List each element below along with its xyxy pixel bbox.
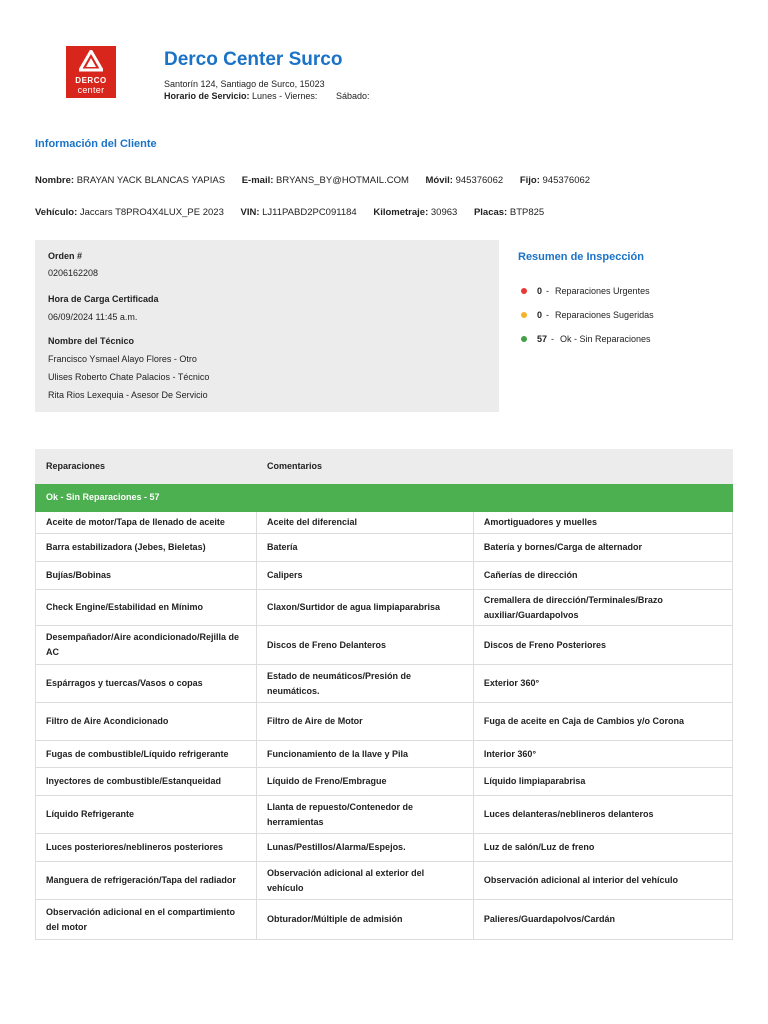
summary-suggested-count: 0	[537, 310, 543, 320]
vin-label: VIN:	[240, 207, 260, 218]
client-name: BRAYAN YACK BLANCAS YAPIAS	[76, 175, 226, 186]
table-cell: Cremallera de dirección/Terminales/Brazo auxiliar/Guardapolvos	[473, 590, 732, 626]
table-row	[36, 665, 733, 703]
hours-label: Horario de Servicio:	[164, 91, 250, 101]
summary-urgent-count: 0	[537, 286, 543, 296]
table-cell: Claxon/Surtidor de agua limpiaparabrisa	[257, 590, 474, 626]
table-cell: Aceite de motor/Tapa de llenado de aceite	[36, 512, 257, 534]
table-cell: Fugas de combustible/Líquido refrigerante	[36, 741, 257, 768]
table-cell: Interior 360°	[473, 741, 732, 768]
table-row	[36, 768, 733, 796]
plate-value: BTP825	[509, 207, 545, 218]
client-mobile: 945376062	[455, 175, 504, 186]
logo-text-top: DERCO	[75, 76, 107, 85]
table-row	[36, 900, 733, 940]
vehicle-field	[35, 207, 224, 218]
dealer-address: Santorín 124, Santiago de Surco, 15023	[164, 79, 325, 89]
table-header-row	[36, 450, 733, 484]
summary-suggested: 0 - Reparaciones Sugeridas	[521, 310, 654, 320]
table-cell: Luz de salón/Luz de freno	[473, 834, 732, 862]
table-cell: Check Engine/Estabilidad en Mínimo	[36, 590, 257, 626]
client-email: BRYANS_BY@HOTMAIL.COM	[276, 175, 409, 186]
summary-ok: 57 - Ok - Sin Reparaciones	[521, 334, 651, 344]
table-cell: Amortiguadores y muelles	[473, 512, 732, 534]
table-row	[36, 512, 733, 534]
order-number: 0206162208	[48, 268, 99, 278]
table-cell: Inyectores de combustible/Estanqueidad	[36, 768, 257, 796]
table-row	[36, 590, 733, 626]
dealer-logo	[66, 46, 116, 98]
table-cell: Palieres/Guardapolvos/Cardán	[473, 900, 732, 940]
table-cell: Llanta de repuesto/Contenedor de herramientas	[257, 796, 474, 834]
technician-name: Francisco Ysmael Alayo Flores - Otro	[48, 354, 197, 364]
upload-time-label: Hora de Carga Certificada	[48, 294, 159, 304]
table-cell: Discos de Freno Delanteros	[257, 626, 474, 665]
technician-name: Ulises Roberto Chate Palacios - Técnico	[48, 372, 210, 382]
table-cell: Funcionamiento de la llave y Pila	[257, 741, 474, 768]
hours-weekdays: Lunes - Viernes:	[252, 91, 318, 101]
group-row-ok	[36, 484, 733, 512]
table-cell: Espárragos y tuercas/Vasos o copas	[36, 665, 257, 703]
summary-ok-count: 57	[537, 334, 548, 344]
repairs-table	[35, 449, 733, 940]
table-cell: Observación adicional al exterior del vehículo	[257, 862, 474, 900]
table-cell: Estado de neumáticos/Presión de neumáticos.	[257, 665, 474, 703]
table-row	[36, 703, 733, 741]
table-cell: Luces posteriores/neblineros posteriores	[36, 834, 257, 862]
derco-logo-icon	[79, 50, 103, 74]
group-label: Ok - Sin Reparaciones - 57	[36, 484, 733, 512]
table-row	[36, 834, 733, 862]
table-cell: Líquido Refrigerante	[36, 796, 257, 834]
plate-field	[474, 207, 544, 218]
table-cell: Líquido limpiaparabrisa	[473, 768, 732, 796]
table-cell: Cañerías de dirección	[473, 562, 732, 590]
summary-urgent: 0 - Reparaciones Urgentes	[521, 286, 650, 296]
table-cell: Filtro de Aire de Motor	[257, 703, 474, 741]
table-cell: Aceite del diferencial	[257, 512, 474, 534]
table-row	[36, 534, 733, 562]
client-phone: 945376062	[542, 175, 591, 186]
table-row	[36, 626, 733, 665]
plate-label: Placas:	[473, 207, 508, 218]
client-phone-field	[520, 175, 590, 186]
client-vehicle-row	[35, 207, 558, 218]
mileage-label: Kilometraje:	[373, 207, 429, 218]
hours-saturday: Sábado:	[335, 91, 370, 101]
red-dot-icon	[521, 288, 527, 294]
summary-ok-label: Ok - Sin Reparaciones	[560, 334, 651, 344]
table-cell: Observación adicional en el compartimiento del motor	[36, 900, 257, 940]
vehicle-value: Jaccars T8PRO4X4LUX_PE 2023	[79, 207, 224, 218]
col-empty-header	[473, 450, 732, 484]
table-cell: Observación adicional al interior del vehículo	[473, 862, 732, 900]
upload-time: 06/09/2024 11:45 a.m.	[48, 312, 138, 322]
client-mobile-label: Móvil:	[425, 175, 453, 186]
yellow-dot-icon	[521, 312, 527, 318]
col-repairs-header: Reparaciones	[36, 450, 257, 484]
vin-field	[241, 207, 357, 218]
table-cell: Fuga de aceite en Caja de Cambios y/o Corona	[473, 703, 732, 741]
table-cell: Exterior 360°	[473, 665, 732, 703]
mileage-field	[373, 207, 457, 218]
table-cell: Batería	[257, 534, 474, 562]
technician-label: Nombre del Técnico	[48, 336, 135, 346]
order-number-label: Orden #	[48, 251, 83, 261]
table-cell: Luces delanteras/neblineros delanteros	[473, 796, 732, 834]
inspection-summary-title: Resumen de Inspección	[518, 251, 644, 263]
table-cell: Lunas/Pestillos/Alarma/Espejos.	[257, 834, 474, 862]
summary-suggested-label: Reparaciones Sugeridas	[555, 310, 654, 320]
table-row	[36, 796, 733, 834]
table-row	[36, 862, 733, 900]
client-name-label: Nombre:	[35, 175, 75, 186]
client-name-field	[35, 175, 225, 186]
vehicle-label: Vehículo:	[35, 207, 78, 218]
table-cell: Bujías/Bobinas	[36, 562, 257, 590]
client-email-field	[242, 175, 409, 186]
table-cell: Filtro de Aire Acondicionado	[36, 703, 257, 741]
table-cell: Calipers	[257, 562, 474, 590]
table-row	[36, 562, 733, 590]
vin-value: LJ11PABD2PC091184	[262, 207, 357, 218]
green-dot-icon	[521, 336, 527, 342]
mileage-value: 30963	[430, 207, 458, 218]
dealer-hours	[164, 91, 369, 101]
table-cell: Obturador/Múltiple de admisión	[257, 900, 474, 940]
client-mobile-field	[426, 175, 504, 186]
dealer-name: Derco Center Surco	[164, 49, 343, 70]
table-cell: Discos de Freno Posteriores	[473, 626, 732, 665]
table-row	[36, 741, 733, 768]
client-email-label: E-mail:	[241, 175, 274, 186]
technician-name: Rita Rios Lexequia - Asesor De Servicio	[48, 390, 208, 400]
order-details-box	[35, 240, 499, 412]
table-cell: Líquido de Freno/Embrague	[257, 768, 474, 796]
client-section-title: Información del Cliente	[35, 138, 157, 150]
client-contact-row	[35, 175, 604, 186]
table-cell: Batería y bornes/Carga de alternador	[473, 534, 732, 562]
table-cell: Manguera de refrigeración/Tapa del radiador	[36, 862, 257, 900]
table-cell: Barra estabilizadora (Jebes, Bieletas)	[36, 534, 257, 562]
col-comments-header: Comentarios	[257, 450, 474, 484]
logo-text-bottom: center	[77, 85, 105, 95]
repairs-table-body	[36, 450, 733, 940]
client-phone-label: Fijo:	[519, 175, 540, 186]
summary-urgent-label: Reparaciones Urgentes	[555, 286, 650, 296]
table-cell: Desempañador/Aire acondicionado/Rejilla de AC	[36, 626, 257, 665]
